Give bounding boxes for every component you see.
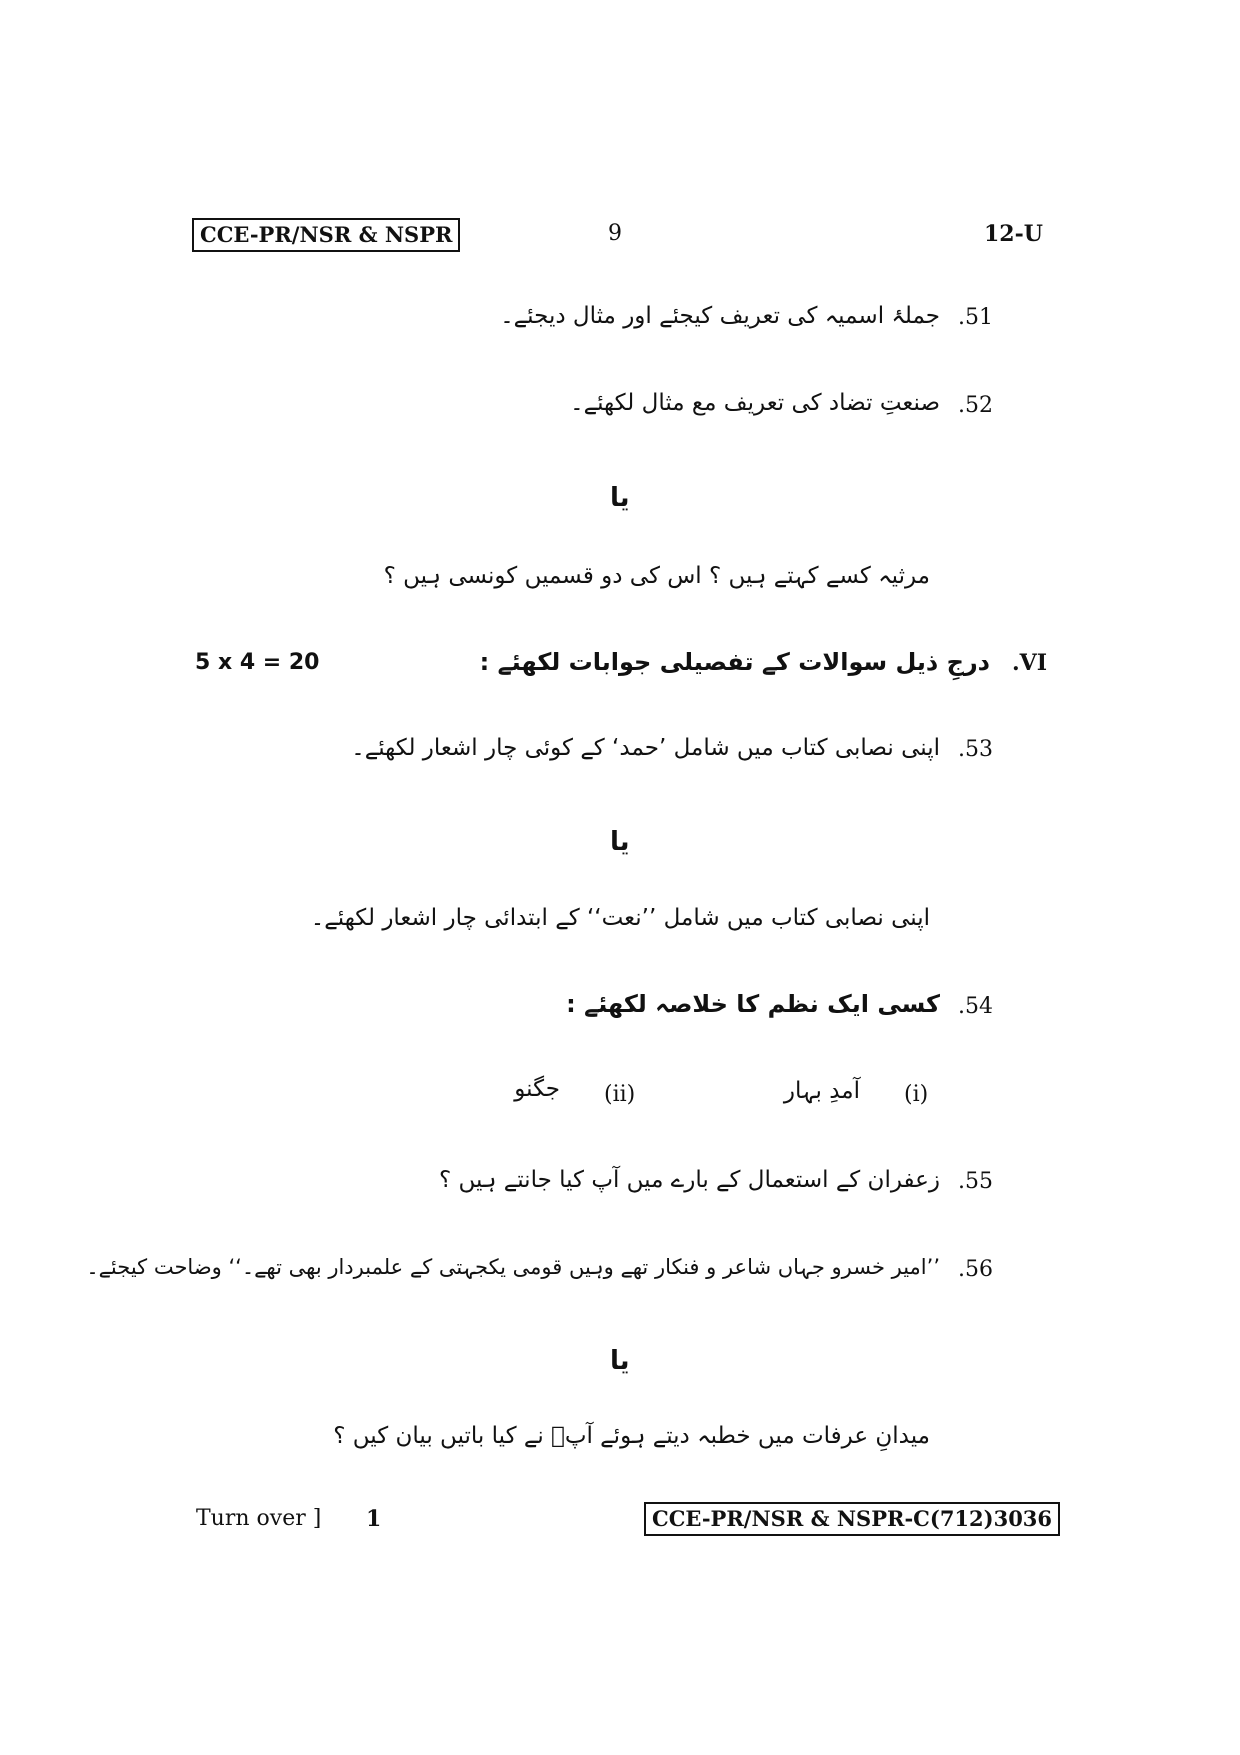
footer-code-box: CCE-PR/NSR & NSPR-C(712)3036 xyxy=(644,1502,1060,1536)
question-number-51: .51 xyxy=(958,305,993,330)
or-label: یا xyxy=(610,483,630,513)
option-i-text: آمدِ بہار xyxy=(783,1078,860,1104)
question-number-53: .53 xyxy=(958,737,993,762)
option-i-label: (i) xyxy=(904,1082,929,1107)
turn-over-label: Turn over ] xyxy=(196,1506,322,1531)
section-6-marks: 5 x 4 = 20 xyxy=(195,650,320,675)
question-54-text: کسی ایک نظم کا خلاصہ لکھئے : xyxy=(566,990,940,1018)
header-code-box: CCE-PR/NSR & NSPR xyxy=(192,218,460,252)
or-label: یا xyxy=(610,827,630,857)
footer-count: 1 xyxy=(366,1506,382,1532)
section-6-heading: درجِ ذیل سوالات کے تفصیلی جوابات لکھئے : xyxy=(479,648,990,676)
option-ii-text: جگنو xyxy=(514,1076,560,1102)
question-56-alt-text: میدانِ عرفات میں خطبہ دیتے ہوئے آپؐ نے کیا باتیں بیان کیں ؟ xyxy=(333,1423,930,1449)
option-ii-label: (ii) xyxy=(604,1082,636,1107)
question-56-text: ’’امیر خسرو جہاں شاعر و فنکار تھے وہیں قومی یکجہتی کے علمبردار بھی تھے۔‘‘ وضاحت کیجئے۔ xyxy=(86,1255,940,1279)
question-51-text: جملۂ اسمیہ کی تعریف کیجئے اور مثال دیجئے۔ xyxy=(500,303,940,329)
question-number-52: .52 xyxy=(958,393,993,418)
question-number-55: .55 xyxy=(958,1169,993,1194)
question-52-text: صنعتِ تضاد کی تعریف مع مثال لکھئے۔ xyxy=(570,390,940,416)
page-number: 9 xyxy=(608,221,622,246)
question-number-54: .54 xyxy=(958,994,993,1019)
question-53-alt-text: اپنی نصابی کتاب میں شامل ’’نعت‘‘ کے ابتدائی چار اشعار لکھئے۔ xyxy=(310,905,930,931)
question-53-text: اپنی نصابی کتاب میں شامل ’حمد‘ کے کوئی چار اشعار لکھئے۔ xyxy=(351,735,940,761)
section-6-number: .VI xyxy=(1012,650,1048,676)
question-55-text: زعفران کے استعمال کے بارے میں آپ کیا جانتے ہیں ؟ xyxy=(439,1167,940,1193)
question-number-56: .56 xyxy=(958,1257,993,1282)
paper-code: 12-U xyxy=(984,221,1043,247)
or-label: یا xyxy=(610,1346,630,1376)
question-52-alt-text: مرثیہ کسے کہتے ہیں ؟ اس کی دو قسمیں کونسی ہیں ؟ xyxy=(383,563,930,589)
